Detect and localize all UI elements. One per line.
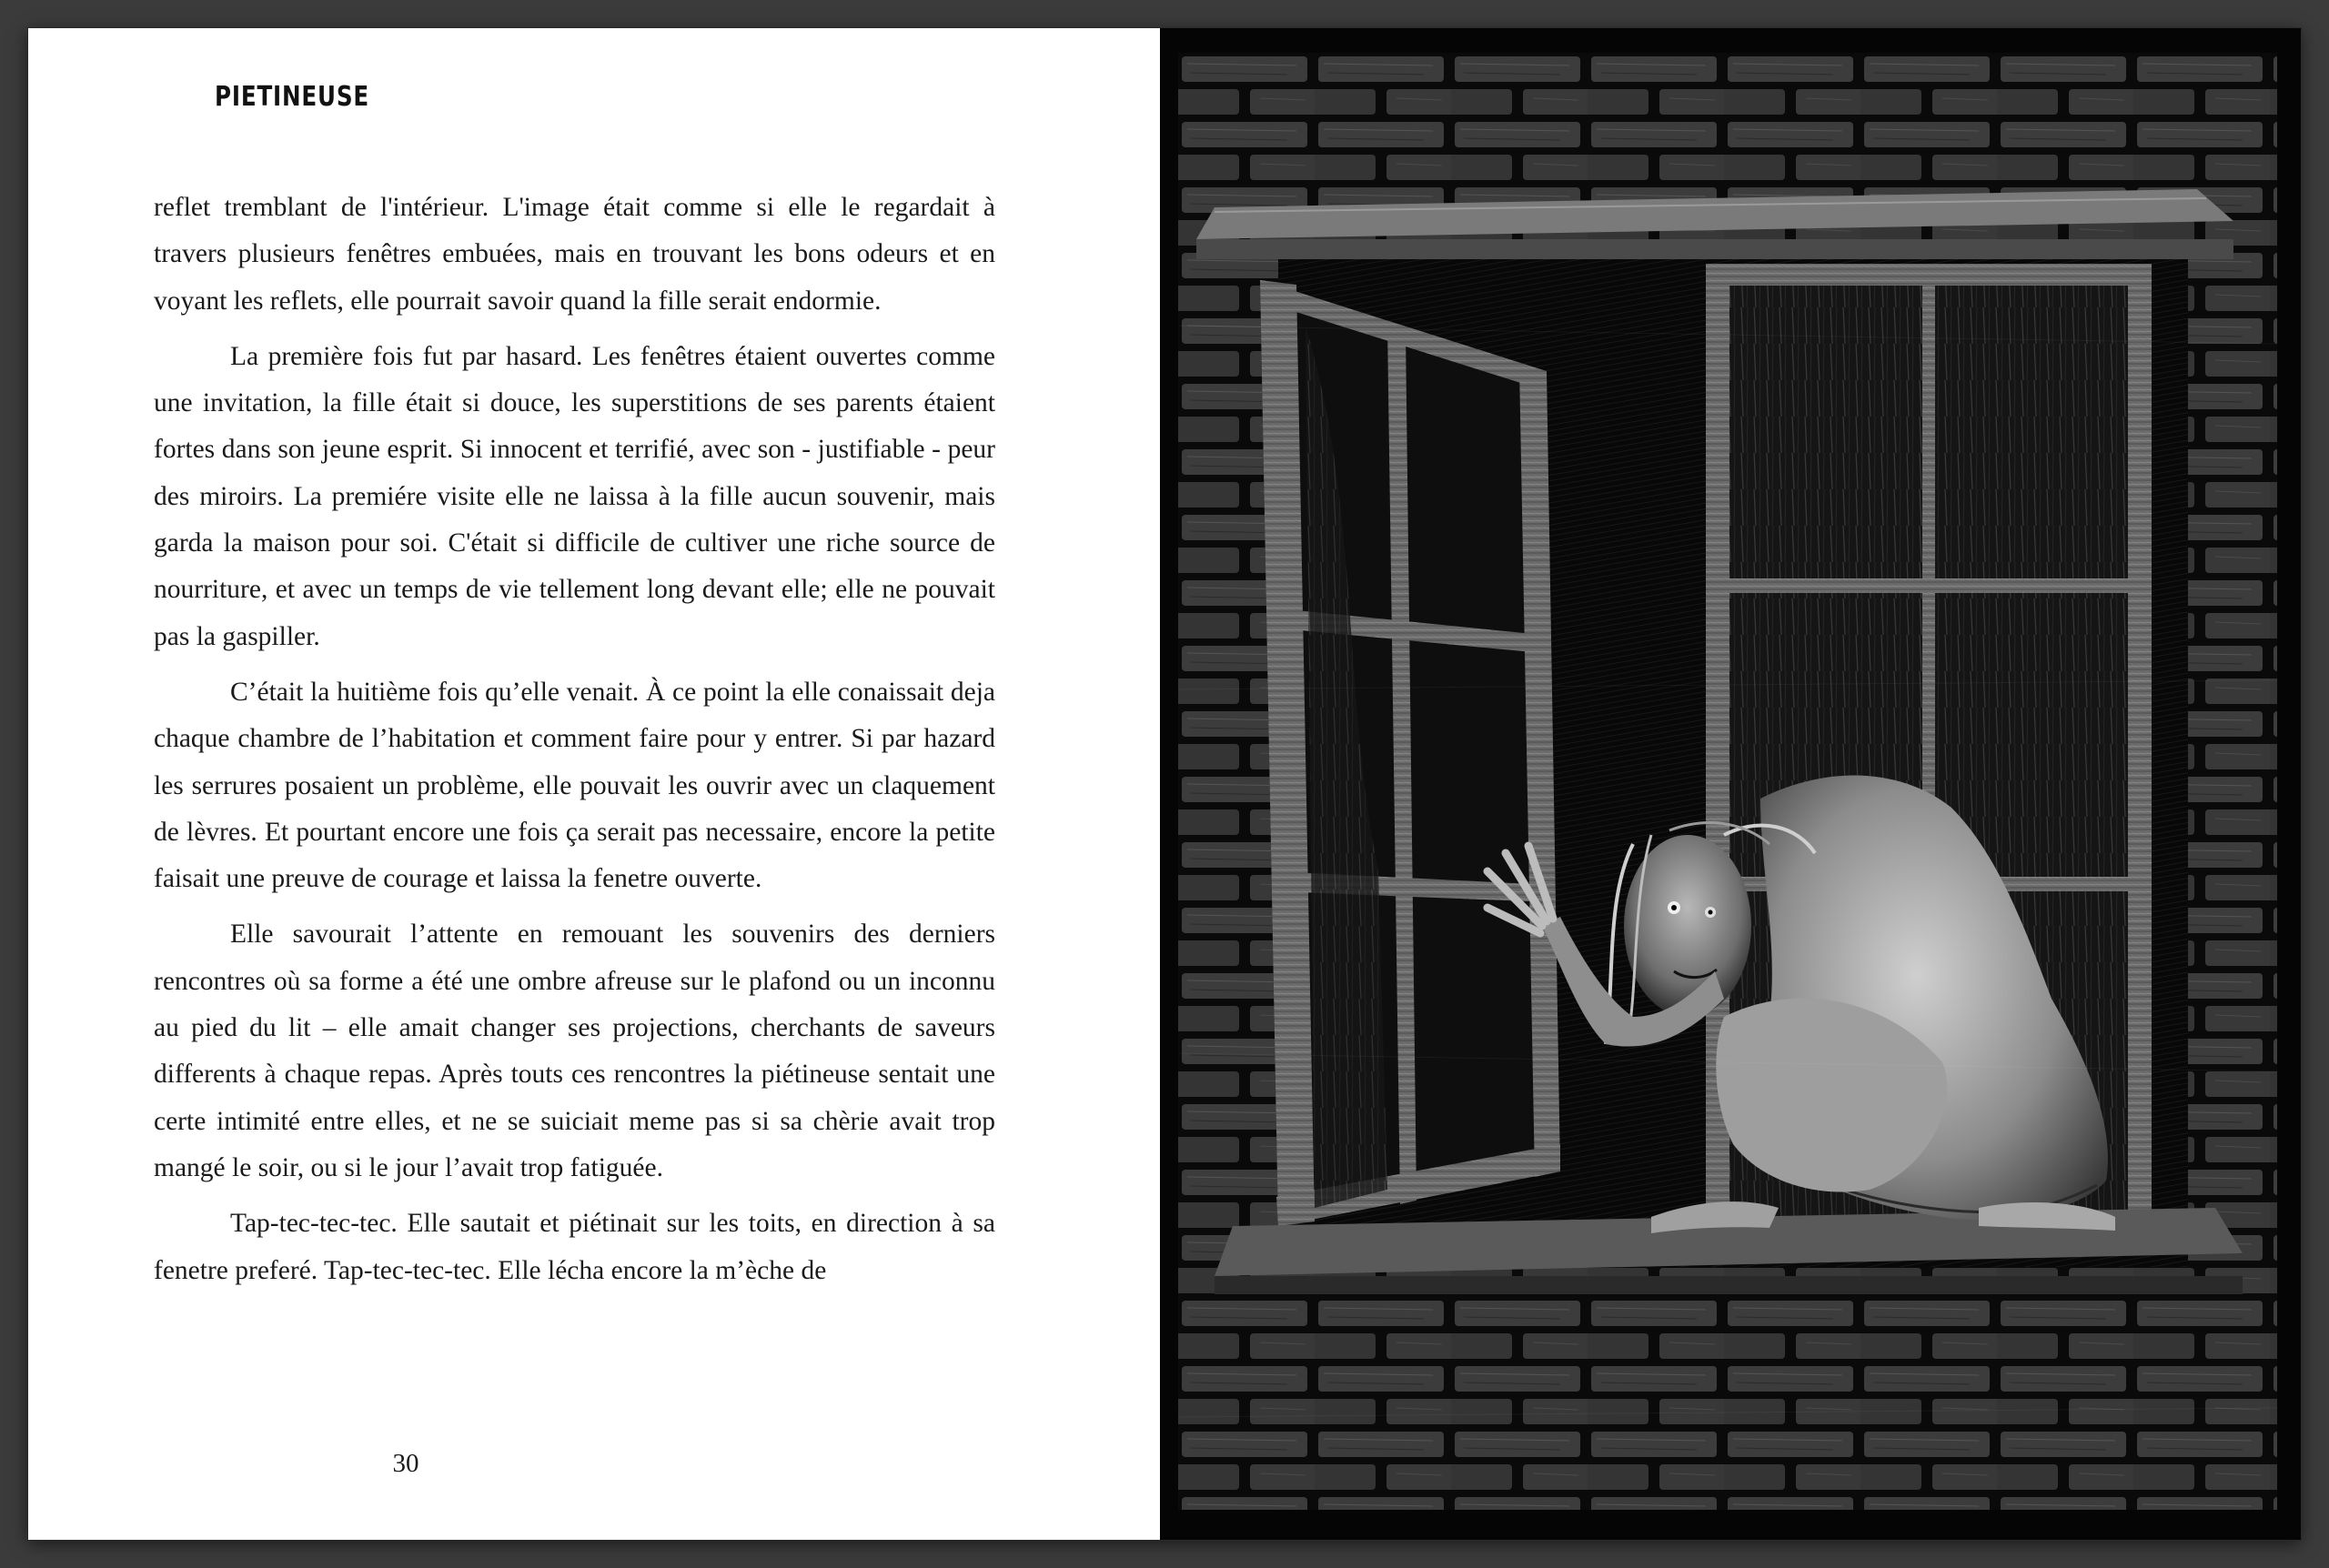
paragraph: Tap-tec-tec-tec. Elle sautait et piétinait sur les toits, en direction à sa fenetre preferé. Tap-tec-tec-tec. Elle lécha encore la m’èche de: [154, 1209, 995, 1285]
running-head: PIETINEUSE: [215, 81, 370, 113]
right-page: [1160, 28, 2301, 1540]
body-text: [154, 185, 995, 1303]
book-spread: [28, 28, 2301, 1540]
paragraph: C’était la huitième fois qu’elle venait. À ce point la elle conaissait deja chaque chambre de l’habitation et comment faire pour y entrer. Si par hazard les serrures posaient un problème, elle pouvait les ouvrir avec un claquement de lèvres. Et pourtant encore une fois ça serait pas necessaire, encore la petite faisait une preuve de courage et laissa la fenetre ouverte.: [154, 677, 995, 894]
paragraph: reflet tremblant de l'intérieur. L'image était comme si elle le regardait à travers plusieurs fenêtres embuées, mais en trouvant les bons odeurs et en voyant les reflets, elle pourrait savoir quand la fille serait endormie.: [154, 193, 995, 316]
left-page: [28, 28, 1160, 1540]
paragraph: Elle savourait l’attente en remouant les souvenirs des derniers rencontres où sa forme a été une ombre afreuse sur le plafond ou un inconnu au pied du lit – elle amait changer ses projections, cherchants de saveurs differents à chaque repas. Après touts ces rencontres la piétineuse sentait une certe intimité entre elles, et ne se suiciait meme pas si sa chèrie avait trop mangé le soir, ou si le jour l’avait trop fatiguée.: [154, 920, 995, 1182]
page-number: 30: [392, 1449, 419, 1478]
illustration-creature-at-window: [1178, 53, 2277, 1510]
paragraph: La première fois fut par hasard. Les fenêtres étaient ouvertes comme une invitation, la fille était si douce, les superstitions de ses parents étaient fortes dans son jeune esprit. Si innocent et terrifié, avec son - justifiable - peur des miroirs. La premiére visite elle ne laissa à la fille aucun souvenir, mais garda la maison pour soi. C'était si difficile de cultiver une riche source de nourriture, et avec un temps de vie tellement long devant elle; elle ne pouvait pas la gaspiller.: [154, 341, 995, 651]
